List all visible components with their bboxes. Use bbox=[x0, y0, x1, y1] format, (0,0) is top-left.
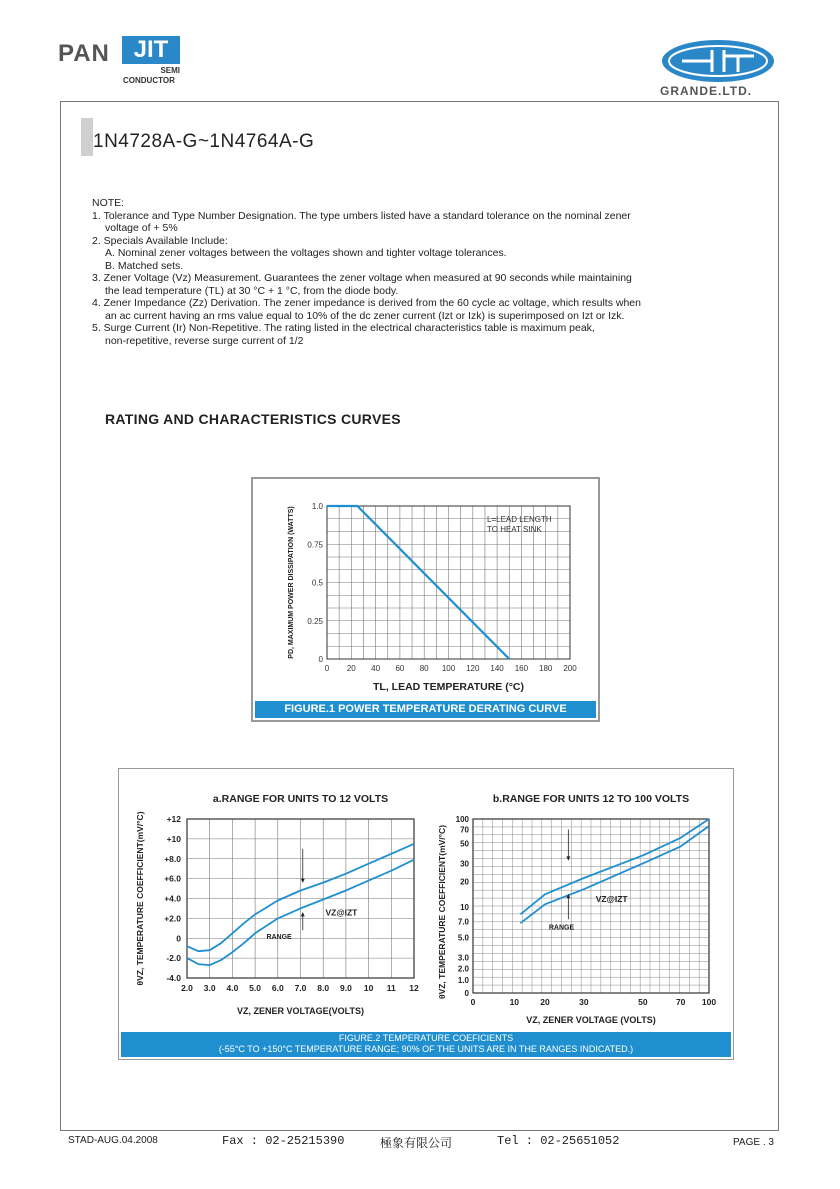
x-tick-label: 9.0 bbox=[339, 983, 352, 993]
footer-fax: Fax : 02-25215390 bbox=[222, 1134, 345, 1148]
x-tick-label: 80 bbox=[419, 664, 429, 673]
note-line: voltage of + 5% bbox=[105, 222, 178, 234]
figure-1 bbox=[251, 477, 600, 722]
y-axis-label: θVZ, TEMPERATURE COEFFICIENT(mV/°C) bbox=[135, 811, 145, 986]
y-tick-label: 3.0 bbox=[457, 953, 469, 963]
grande-logo-icon bbox=[660, 38, 776, 84]
figure-2-caption-line2: (-55°C TO +150°C TEMPERATURE RANGE; 90% OF THE UNITS ARE IN THE RANGES INDICATED.) bbox=[218, 1044, 634, 1054]
footer-page: PAGE . 3 bbox=[733, 1137, 774, 1148]
y-tick-label: 5.0 bbox=[457, 933, 469, 943]
note-line: the lead temperature (TL) at 30 °C + 1 °C, from the diode body. bbox=[105, 284, 399, 297]
y-tick-label: +12 bbox=[166, 814, 181, 824]
y-tick-label: -2.0 bbox=[166, 953, 181, 964]
y-axis-label: θVZ, TEMPERATURE COEFFICIENT(mV/°C) bbox=[437, 824, 447, 1000]
notes bbox=[92, 197, 641, 347]
note-line: 1. Tolerance and Type Number Designation. The type umbers listed have a standard tolerance on the nominal zener bbox=[92, 209, 631, 222]
y-tick-label: +10 bbox=[166, 833, 181, 844]
y-tick-label: 50 bbox=[460, 839, 469, 849]
x-tick-label: 50 bbox=[638, 997, 648, 1007]
note-line: 4. Zener Impedance (Zz) Derivation. The zener impedance is derived from the 60 cycle ac voltage, which results when bbox=[92, 297, 641, 309]
figure-2 bbox=[118, 768, 734, 1060]
y-tick-label: 0.75 bbox=[307, 540, 323, 550]
vz-izt-annotation: VZ@IZT bbox=[325, 907, 358, 918]
x-tick-label: 0 bbox=[470, 997, 476, 1007]
notes-heading: NOTE: bbox=[92, 197, 125, 209]
y-axis-label: PD, MAXIMUM POWER DISSIPATION (WATTS) bbox=[288, 506, 295, 659]
title-marker bbox=[81, 118, 93, 156]
arrow-head bbox=[301, 912, 305, 916]
logo-pan: PAN bbox=[58, 40, 110, 67]
note-line: an ac current having an rms value equal to 10% of the dc zener current (Izt or Izk) is superimposed on Izt or Izk. bbox=[105, 309, 625, 322]
x-tick-label: 8.0 bbox=[317, 983, 330, 993]
logo-conductor: CONDUCTOR bbox=[123, 76, 175, 85]
footer-tel: Tel : 02-25651052 bbox=[497, 1134, 620, 1148]
y-tick-label: 1.0 bbox=[311, 502, 323, 511]
arrow-head bbox=[301, 879, 305, 883]
note-line: non-repetitive, reverse surge current of 1/2 bbox=[105, 334, 304, 347]
y-tick-label: +6.0 bbox=[164, 873, 181, 884]
x-axis-label: VZ, ZENER VOLTAGE(VOLTS) bbox=[237, 1006, 364, 1016]
x-tick-label: 180 bbox=[539, 664, 553, 673]
x-tick-label: 4.0 bbox=[226, 983, 239, 993]
vz-izt-annotation: VZ@IZT bbox=[595, 893, 628, 904]
y-tick-label: 20 bbox=[460, 877, 469, 887]
x-tick-label: 10 bbox=[363, 983, 374, 993]
y-tick-label: 7.0 bbox=[457, 917, 469, 927]
x-tick-label: 100 bbox=[441, 664, 456, 673]
note-line: 5. Surge Current (Ir) Non-Repetitive. The rating listed in the electrical characteristics table is maximum peak, bbox=[92, 322, 595, 334]
x-tick-label: 5.0 bbox=[249, 983, 262, 993]
chart-annotation: L=LEAD LENGTH bbox=[487, 515, 552, 524]
x-tick-label: 60 bbox=[395, 664, 405, 673]
y-tick-label: 0 bbox=[464, 989, 469, 998]
logo-jit: JIT bbox=[122, 36, 180, 64]
page-title: 1N4728A-G~1N4764A-G bbox=[93, 131, 315, 152]
x-tick-label: 0 bbox=[324, 664, 330, 673]
y-tick-label: 1.0 bbox=[457, 975, 469, 985]
range-annotation: RANGE bbox=[266, 934, 292, 942]
x-tick-label: 3.0 bbox=[203, 983, 216, 993]
y-tick-label: 30 bbox=[460, 859, 469, 869]
x-tick-label: 11 bbox=[386, 983, 396, 993]
y-tick-label: 70 bbox=[460, 825, 469, 835]
x-axis-label: TL, LEAD TEMPERATURE (°C) bbox=[373, 681, 524, 693]
chart-title: a.RANGE FOR UNITS TO 12 VOLTS bbox=[212, 793, 389, 805]
x-tick-label: 140 bbox=[490, 664, 504, 673]
x-tick-label: 70 bbox=[675, 997, 686, 1007]
figure-1-caption: FIGURE.1 POWER TEMPERATURE DERATING CURVE bbox=[255, 701, 596, 718]
y-tick-label: 0.25 bbox=[307, 616, 323, 626]
x-tick-label: 40 bbox=[371, 664, 381, 673]
y-tick-label: -4.0 bbox=[166, 973, 181, 983]
range-annotation: RANGE bbox=[548, 924, 575, 932]
note-line: B. Matched sets. bbox=[105, 259, 184, 272]
y-tick-label: 0.5 bbox=[311, 578, 323, 588]
x-tick-label: 200 bbox=[563, 664, 577, 673]
x-tick-label: 2.0 bbox=[181, 983, 193, 993]
y-tick-label: 2.0 bbox=[457, 964, 469, 974]
y-tick-label: 100 bbox=[455, 815, 469, 824]
y-tick-label: +8.0 bbox=[164, 853, 181, 864]
footer-date: STAD-AUG.04.2008 bbox=[68, 1135, 158, 1146]
y-tick-label: 0 bbox=[176, 933, 181, 944]
note-line: A. Nominal zener voltages between the voltages shown and tighter voltage tolerances. bbox=[105, 247, 507, 259]
x-tick-label: 6.0 bbox=[271, 983, 284, 993]
x-tick-label: 120 bbox=[466, 664, 480, 673]
x-axis-label: VZ, ZENER VOLTAGE (VOLTS) bbox=[526, 1015, 656, 1025]
logo-subtitle bbox=[150, 66, 180, 75]
figure-2-caption-line1: FIGURE.2 TEMPERATURE COEFICIENTS bbox=[338, 1033, 514, 1043]
temp-coefficient-charts bbox=[119, 769, 733, 1037]
y-tick-label: +2.0 bbox=[164, 913, 181, 924]
logo-semi: SEMI bbox=[160, 66, 180, 75]
chart-annotation: TO HEAT SINK bbox=[487, 525, 542, 534]
figure-2-caption bbox=[121, 1032, 731, 1057]
x-tick-label: 100 bbox=[701, 997, 717, 1007]
x-tick-label: 20 bbox=[346, 664, 356, 673]
chart-title: b.RANGE FOR UNITS 12 TO 100 VOLTS bbox=[492, 793, 690, 805]
y-tick-label: 0 bbox=[318, 655, 323, 664]
x-tick-label: 7.0 bbox=[294, 983, 307, 993]
derating-chart bbox=[253, 479, 598, 701]
y-tick-label: +4.0 bbox=[164, 893, 181, 904]
x-tick-label: 10 bbox=[509, 997, 520, 1007]
note-line: 2. Specials Available Include: bbox=[92, 234, 228, 247]
y-tick-label: 10 bbox=[460, 902, 469, 912]
footer-company: 極象有限公司 bbox=[380, 1137, 453, 1151]
grande-name: GRANDE.LTD. bbox=[660, 84, 753, 98]
x-tick-label: 30 bbox=[579, 997, 589, 1007]
x-tick-label: 12 bbox=[409, 983, 419, 993]
x-tick-label: 160 bbox=[514, 664, 529, 673]
x-tick-label: 20 bbox=[540, 997, 550, 1007]
note-line: 3. Zener Voltage (Vz) Measurement. Guarantees the zener voltage when measured at 90 seconds while maintaining bbox=[92, 272, 632, 284]
section-title: RATING AND CHARACTERISTICS CURVES bbox=[105, 411, 401, 427]
